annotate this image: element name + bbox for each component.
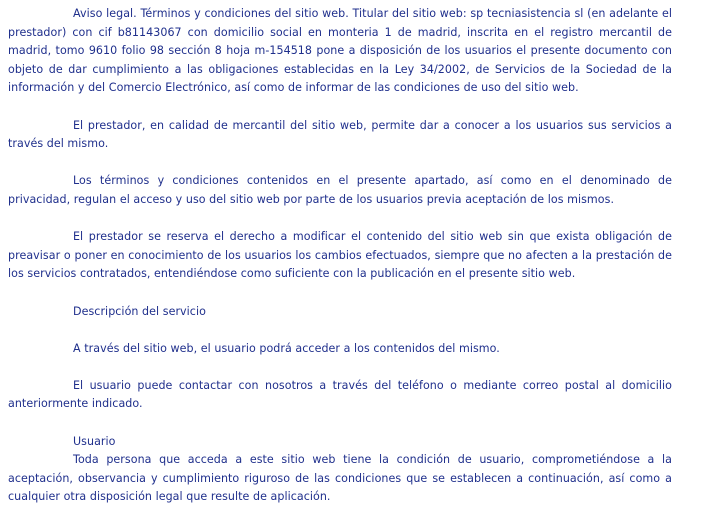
paragraph-terminos: Los términos y condiciones contenidos en el presente apartado, así como en el denominado de privacidad, regulan el acceso y uso del sitio web por parte de los usuarios previa aceptación de los mismos. [8,174,672,206]
heading-usuario: Usuario [73,434,116,448]
paragraph-acceso-contenidos: A través del sitio web, el usuario podrá acceder a los contenidos del mismo. [73,341,500,355]
paragraph-aviso-legal: Aviso legal. Términos y condiciones del sitio web. Titular del sitio web: sp tecniasistencia sl (en adelante el prestador) con cif b81143067 con domicilio social en monteria 1 de madrid, inscrita en el registro mercantil de madrid, tomo 9610 folio 98 sección 8 hoja m-154518 pone a disposición de los usuarios el presente documento con objeto de dar cumplimiento a las obligaciones establecidas en la Ley 34/2002, de Servicios de la Sociedad de la información y del Comercio Electrónico, así como de informar de las condiciones de uso del sitio web. [8,7,672,95]
paragraph-condicion-usuario: Toda persona que acceda a este sitio web tiene la condición de usuario, comprometiéndose a la aceptación, observancia y cumplimiento riguroso de las condiciones que se establecen a continuación, así como a cualquier otra disposición legal que resulte de aplicación. [8,453,672,504]
paragraph-contacto: El usuario puede contactar con nosotros a través del teléfono o mediante correo postal al domicilio anteriormente indicado. [8,378,672,411]
spacer [8,284,672,303]
spacer [8,210,672,229]
spacer [8,98,672,117]
paragraph-reserva-derecho: El prestador se reserva el derecho a modificar el contenido del sitio web sin que exista obligación de preavisar o poner en conocimiento de los usuarios los cambios efectuados, siempre que no afecten a la prestación de los servicios contratados, entendiéndose como suficiente con la publicación en el presente sitio web. [8,230,672,281]
legal-document [8,5,672,507]
spacer [8,321,672,340]
paragraph-prestador: El prestador, en calidad de mercantil del sitio web, permite dar a conocer a los usuarios sus servicios a través del mismo. [8,118,672,151]
heading-descripcion-servicio: Descripción del servicio [73,304,206,318]
spacer [8,154,672,173]
spacer [8,358,672,377]
spacer [8,414,672,433]
